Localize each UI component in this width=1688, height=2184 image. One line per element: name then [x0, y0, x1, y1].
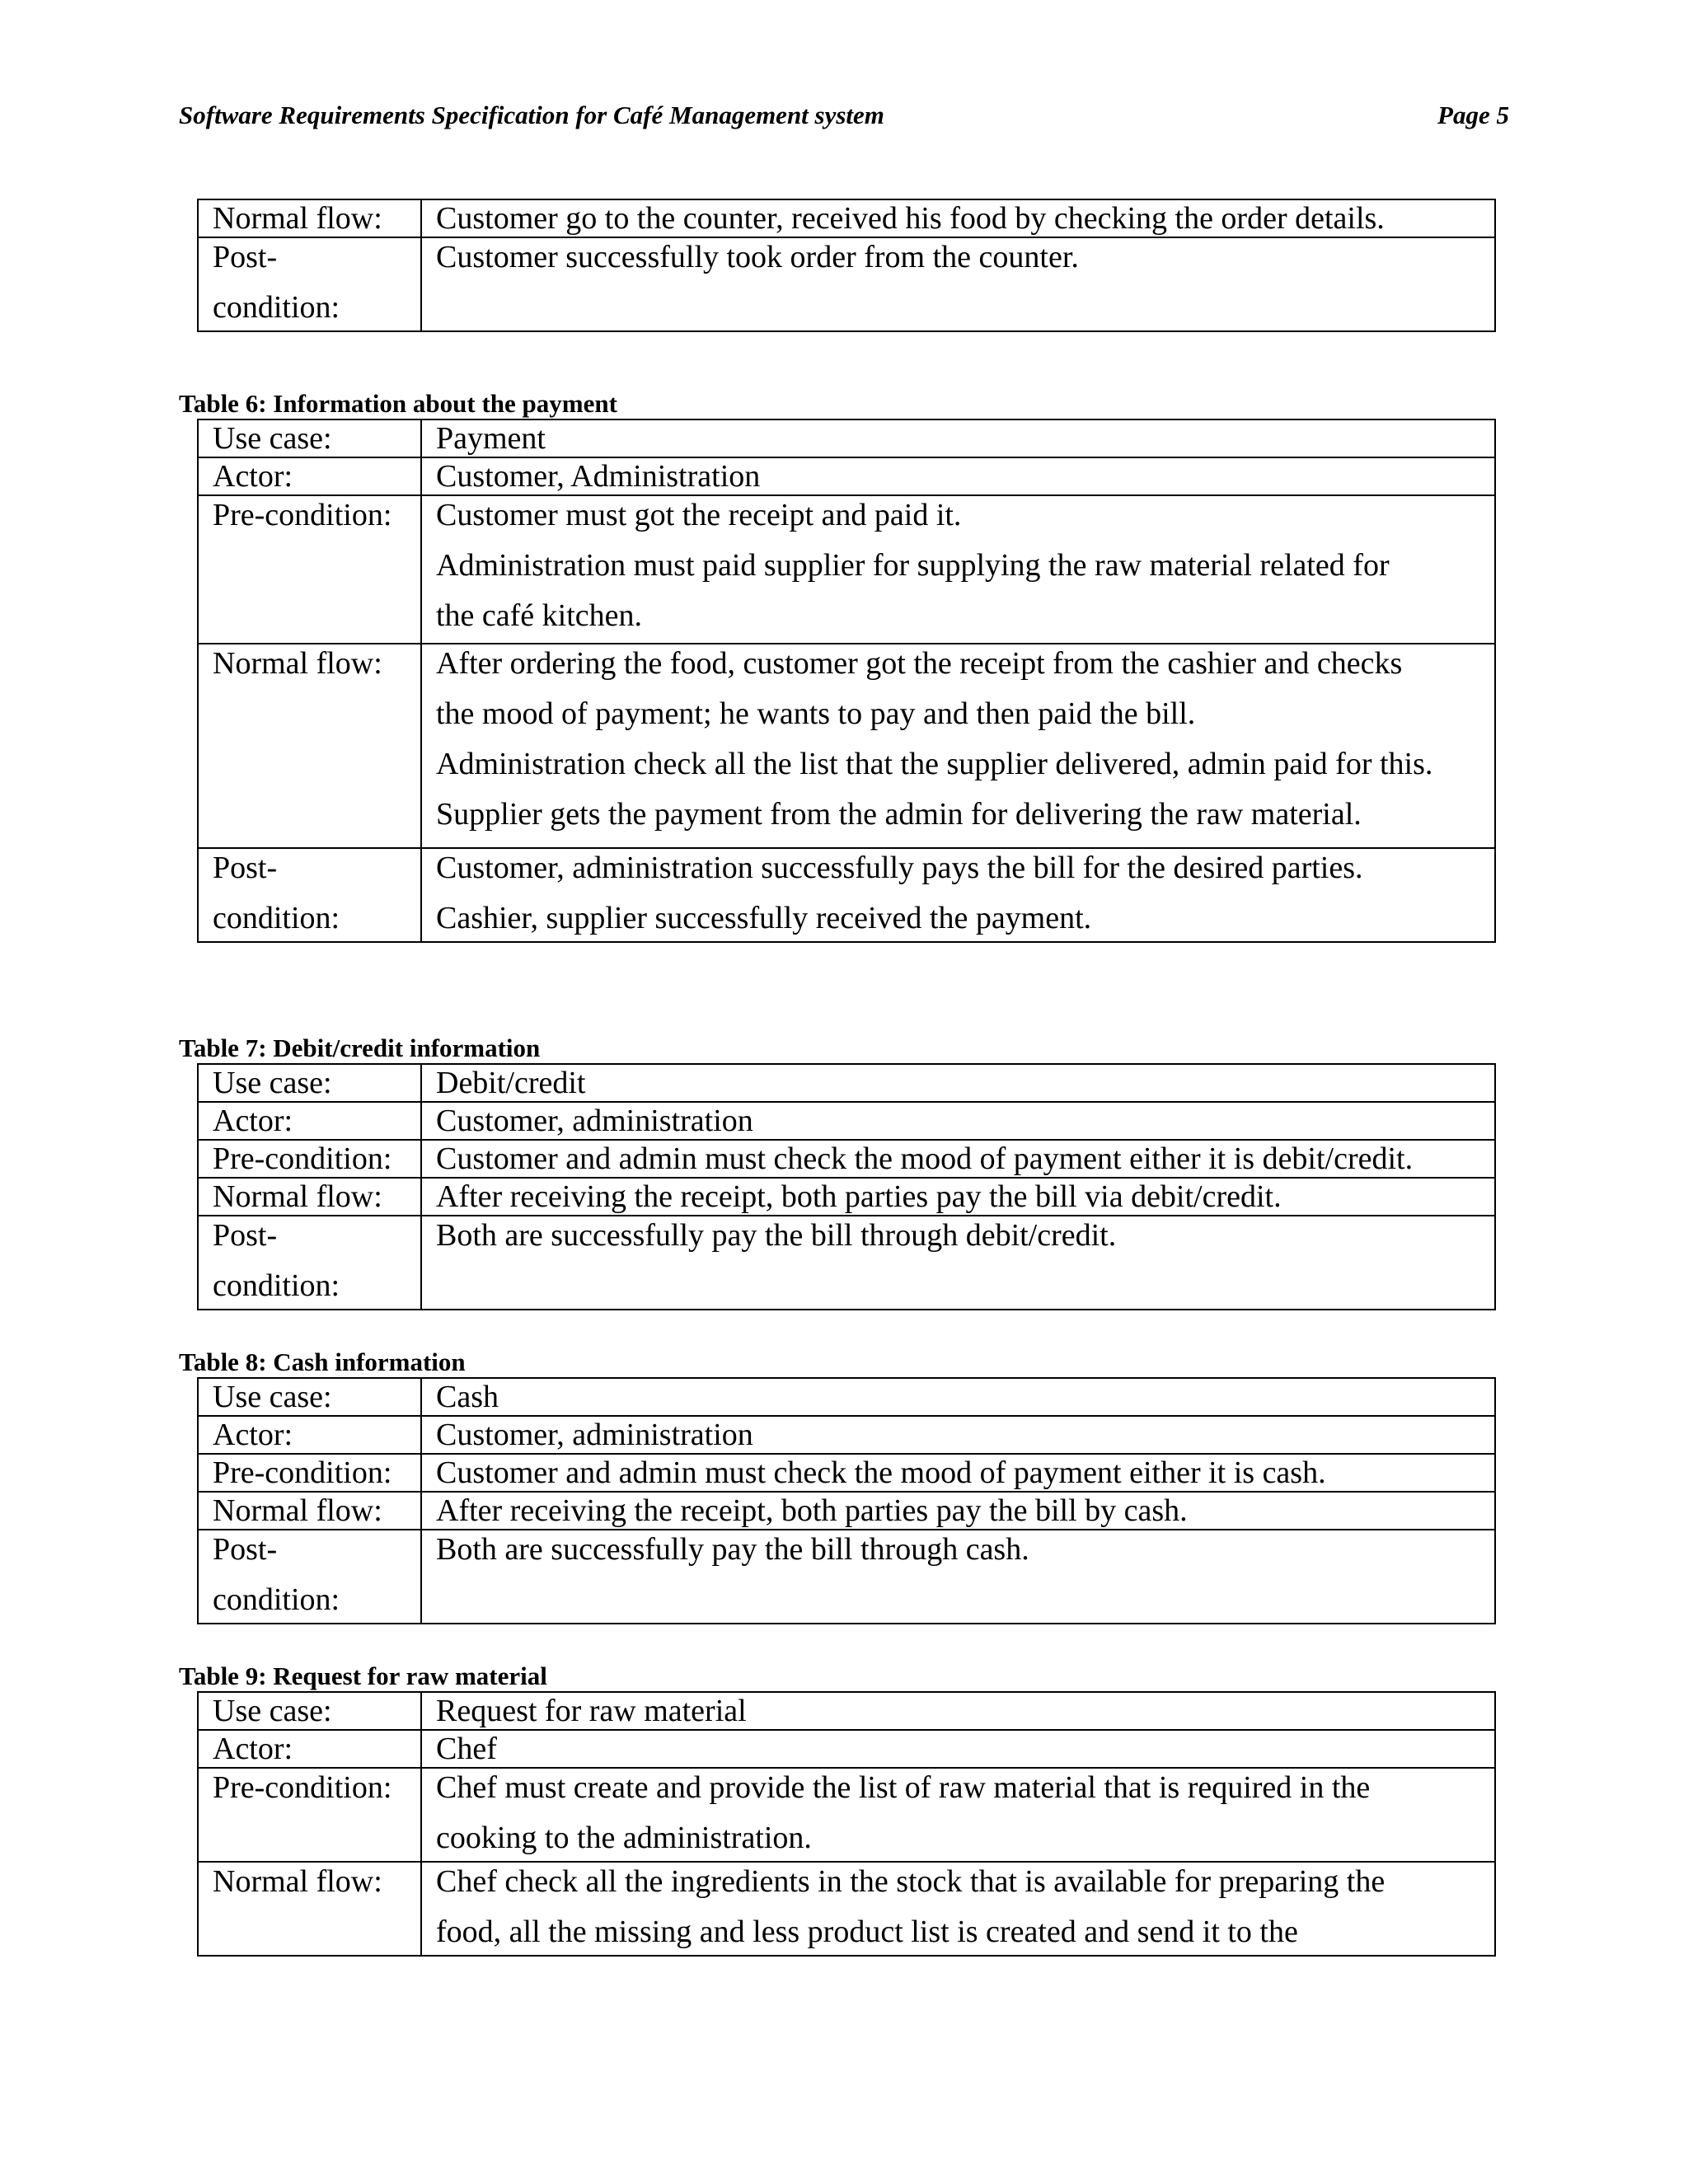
row-value: Chef must create and provide the list of raw material that is required in the cooking to the administration. — [421, 1768, 1495, 1862]
table-9-caption: Table 9: Request for raw material — [179, 1661, 547, 1690]
table-7-caption: Table 7: Debit/credit information — [179, 1033, 541, 1062]
row-value: Customer, administration successfully pays the bill for the desired parties. Cashier, supplier successfully received the payment. — [421, 848, 1495, 942]
row-label: Normal flow: — [198, 1492, 421, 1530]
table-6-payment — [197, 419, 1496, 943]
row-value: Both are successfully pay the bill through debit/credit. — [421, 1216, 1495, 1310]
row-label: Use case: — [198, 1064, 421, 1102]
row-value: Payment — [421, 419, 1495, 457]
row-value: After receiving the receipt, both parties pay the bill by cash. — [421, 1492, 1495, 1530]
row-value: Request for raw material — [421, 1692, 1495, 1730]
row-value: Customer and admin must check the mood of payment either it is debit/credit. — [421, 1140, 1495, 1178]
row-label: Use case: — [198, 419, 421, 457]
row-label: Post- condition: — [198, 1216, 421, 1310]
row-value: Customer must got the receipt and paid it. Administration must paid supplier for supplying the raw material related for the café kitchen. — [421, 495, 1495, 644]
row-label: Pre-condition: — [198, 1768, 421, 1862]
row-label: Actor: — [198, 1730, 421, 1768]
table-7-debit-credit — [197, 1063, 1496, 1310]
row-label: Actor: — [198, 1416, 421, 1454]
row-value: Debit/credit — [421, 1064, 1495, 1102]
row-label: Use case: — [198, 1692, 421, 1730]
table-6-caption: Table 6: Information about the payment — [179, 389, 617, 418]
row-label: Pre-condition: — [198, 1454, 421, 1492]
continued-use-case-table — [197, 199, 1496, 332]
row-value: Customer successfully took order from the counter. — [421, 237, 1495, 331]
row-label: Pre-condition: — [198, 1140, 421, 1178]
row-value: Both are successfully pay the bill through cash. — [421, 1530, 1495, 1624]
row-value: Customer and admin must check the mood of payment either it is cash. — [421, 1454, 1495, 1492]
table-8-caption: Table 8: Cash information — [179, 1347, 466, 1376]
row-value: Chef — [421, 1730, 1495, 1768]
row-value: Chef check all the ingredients in the stock that is available for preparing the food, all the missing and less product list is created and send it to the — [421, 1862, 1495, 1956]
row-value: After ordering the food, customer got the receipt from the cashier and checks the mood of payment; he wants to pay and then paid the bill. Administration check all the list that the supplier delivered, admin paid for this. Supplier gets the payment from the admin for delivering the raw material. — [421, 644, 1495, 848]
page-number: Page 5 — [1437, 101, 1509, 129]
row-label: Actor: — [198, 457, 421, 495]
row-value: Cash — [421, 1378, 1495, 1416]
row-label: Actor: — [198, 1102, 421, 1140]
row-label: Normal flow: — [198, 199, 421, 237]
table-9-request-raw-material — [197, 1691, 1496, 1957]
row-value: Customer, administration — [421, 1416, 1495, 1454]
row-label: Use case: — [198, 1378, 421, 1416]
page-header — [179, 101, 1509, 134]
row-value: Customer, Administration — [421, 457, 1495, 495]
row-value: After receiving the receipt, both parties pay the bill via debit/credit. — [421, 1178, 1495, 1216]
row-label: Normal flow: — [198, 1178, 421, 1216]
row-label: Normal flow: — [198, 1862, 421, 1956]
row-label: Post- condition: — [198, 237, 421, 331]
row-label: Post- condition: — [198, 1530, 421, 1624]
row-value: Customer go to the counter, received his food by checking the order details. — [421, 199, 1495, 237]
document-title: Software Requirements Specification for Café Management system — [179, 101, 884, 129]
row-label: Post- condition: — [198, 848, 421, 942]
row-label: Pre-condition: — [198, 495, 421, 644]
row-value: Customer, administration — [421, 1102, 1495, 1140]
row-label: Normal flow: — [198, 644, 421, 848]
table-8-cash — [197, 1377, 1496, 1624]
